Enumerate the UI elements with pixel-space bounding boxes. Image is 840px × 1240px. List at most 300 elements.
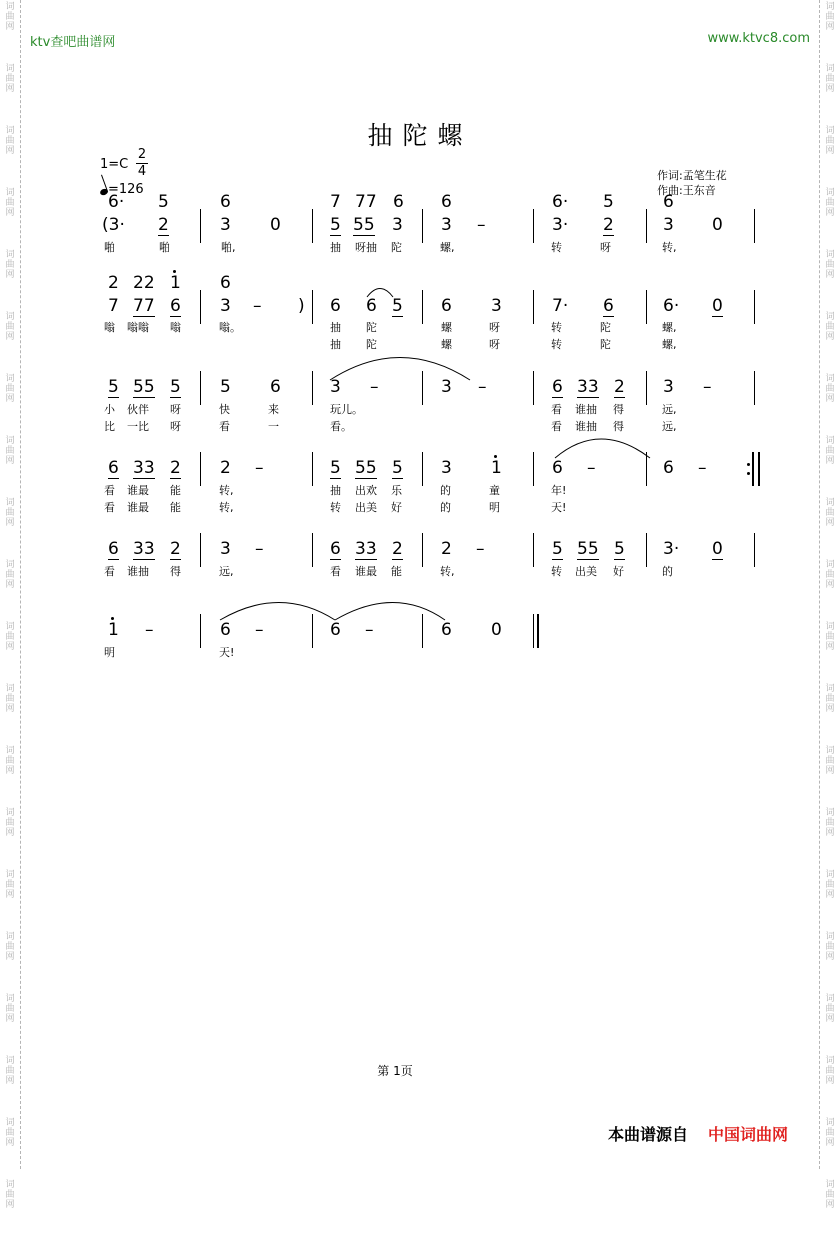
watermark-char: 词 <box>5 1180 15 1190</box>
watermark-char: 曲 <box>825 384 835 394</box>
bar-line <box>646 533 647 567</box>
lyric-syllable: 看 <box>104 484 115 497</box>
score-note: – <box>370 377 379 397</box>
watermark-char: 词 <box>825 622 835 632</box>
score-note: 2 <box>170 539 181 559</box>
time-sig-top: 2 <box>137 147 147 162</box>
bar-line <box>422 533 423 567</box>
watermark-char: 词 <box>5 250 15 260</box>
watermark-char: 网 <box>825 642 835 652</box>
watermark-char: 词 <box>825 436 835 446</box>
lyric-syllable: 谁最 <box>355 565 377 578</box>
watermark-char: 曲 <box>825 446 835 456</box>
score-note: 5 <box>330 215 341 235</box>
score-note: 6 <box>552 377 563 397</box>
lyric-syllable: 明 <box>104 646 115 659</box>
repeat-dot <box>747 463 750 466</box>
watermark-char: 网 <box>5 270 15 280</box>
watermark-char: 曲 <box>5 1190 15 1200</box>
score-note: – <box>253 296 262 316</box>
score-note: 6· <box>552 192 569 212</box>
watermark-char: 曲 <box>825 694 835 704</box>
watermark-char: 曲 <box>5 570 15 580</box>
score-note: 3 <box>663 377 674 397</box>
watermark-char: 曲 <box>825 942 835 952</box>
watermark-char: 网 <box>5 704 15 714</box>
watermark-char: 网 <box>825 1076 835 1086</box>
watermark-char: 曲 <box>5 632 15 642</box>
lyric-syllable: 陀 <box>366 321 377 334</box>
bar-line <box>312 614 313 648</box>
lyric-syllable: 的 <box>662 565 673 578</box>
lyric-syllable: 快 <box>219 403 230 416</box>
lyric-syllable: 谁最 <box>127 501 149 514</box>
bar-line <box>754 371 755 405</box>
score-note: 3 <box>441 377 452 397</box>
watermark-char: 词 <box>5 994 15 1004</box>
score-note: – <box>478 377 487 397</box>
watermark-char: 网 <box>825 766 835 776</box>
bar-line <box>200 290 201 324</box>
lyric-syllable: 转 <box>551 565 562 578</box>
watermark-char: 词 <box>825 126 835 136</box>
score-note: 3 <box>441 458 452 478</box>
watermark-char: 词 <box>5 2 15 12</box>
watermark-char: 网 <box>825 890 835 900</box>
lyric-syllable: 呀 <box>170 403 181 416</box>
score-note: 77 <box>355 192 377 212</box>
lyric-syllable: 出美 <box>355 501 377 514</box>
repeat-bar-line <box>752 452 754 486</box>
watermark-char: 曲 <box>825 12 835 22</box>
score-note: 3 <box>330 377 341 397</box>
score-note: 2 <box>392 539 403 559</box>
lyric-syllable: 天! <box>219 646 235 659</box>
score-note: 3 <box>392 215 403 235</box>
page-number: 第 1页 <box>377 1064 413 1078</box>
lyric-syllable: 明 <box>489 501 500 514</box>
header-site-right[interactable]: www.ktvc8.com <box>707 31 810 46</box>
watermark-char: 曲 <box>825 818 835 828</box>
score-note: 2 <box>108 273 119 293</box>
score-note: ) <box>298 296 305 316</box>
watermark-char: 词 <box>5 312 15 322</box>
score-note: 6 <box>108 458 119 478</box>
bar-line <box>312 452 313 486</box>
watermark-char: 词 <box>825 746 835 756</box>
watermark-char: 网 <box>5 766 15 776</box>
score-note: 3· <box>552 215 569 235</box>
bar-line <box>422 209 423 243</box>
watermark-char: 曲 <box>825 260 835 270</box>
lyric-syllable: 转 <box>551 321 562 334</box>
watermark-char: 曲 <box>825 198 835 208</box>
lyric-syllable: 抽 <box>330 241 341 254</box>
watermark-char: 网 <box>5 146 15 156</box>
watermark-char: 曲 <box>5 446 15 456</box>
bar-line <box>200 533 201 567</box>
watermark-char: 曲 <box>5 74 15 84</box>
watermark-char: 曲 <box>825 1066 835 1076</box>
score-note: 6 <box>330 620 341 640</box>
watermark-char: 网 <box>5 518 15 528</box>
watermark-char: 词 <box>5 498 15 508</box>
watermark-char: 网 <box>5 1076 15 1086</box>
watermark-char: 词 <box>825 498 835 508</box>
watermark-char: 词 <box>5 622 15 632</box>
watermark-char: 词 <box>5 436 15 446</box>
lyric-syllable: 抽 <box>330 338 341 351</box>
watermark-char: 词 <box>825 312 835 322</box>
score-note: 0 <box>491 620 502 640</box>
watermark-char: 词 <box>5 374 15 384</box>
lyric-syllable: 一 <box>268 420 279 433</box>
lyric-syllable: 转 <box>551 338 562 351</box>
score-note: 22 <box>133 273 155 293</box>
lyric-syllable: 玩儿。 <box>330 403 363 416</box>
lyric-syllable: 的 <box>440 484 451 497</box>
score-note: 6 <box>441 296 452 316</box>
score-note: – <box>476 539 485 559</box>
bar-line <box>422 290 423 324</box>
bar-line <box>754 533 755 567</box>
bar-line <box>312 533 313 567</box>
bar-line <box>533 614 534 648</box>
watermark-char: 网 <box>5 1138 15 1148</box>
score-note: 6 <box>663 192 674 212</box>
slur-arc <box>555 439 650 458</box>
bar-line <box>200 209 201 243</box>
watermark-char: 曲 <box>825 1190 835 1200</box>
watermark-char: 网 <box>5 1200 15 1210</box>
watermark-char: 曲 <box>5 198 15 208</box>
watermark-char: 网 <box>825 456 835 466</box>
score-note: 5 <box>170 377 181 397</box>
watermark-char: 网 <box>825 952 835 962</box>
watermark-char: 网 <box>5 580 15 590</box>
lyric-syllable: 一比 <box>127 420 149 433</box>
bar-line <box>312 290 313 324</box>
lyric-syllable: 看 <box>104 501 115 514</box>
lyric-syllable: 远, <box>662 403 677 416</box>
score-note: – <box>365 620 374 640</box>
lyric-syllable: 得 <box>170 565 181 578</box>
watermark-char: 网 <box>825 1200 835 1210</box>
score-note: – <box>255 458 264 478</box>
score-note: 33 <box>133 458 155 478</box>
bar-line <box>754 290 755 324</box>
score-note: – <box>255 539 264 559</box>
final-bar-line <box>537 614 539 648</box>
lyric-syllable: 能 <box>391 565 402 578</box>
watermark-char: 网 <box>5 642 15 652</box>
bar-line <box>646 452 647 486</box>
watermark-char: 词 <box>5 188 15 198</box>
lyric-syllable: 谁最 <box>127 484 149 497</box>
score-note: 5 <box>108 377 119 397</box>
bar-line <box>200 614 201 648</box>
score-note: 7· <box>552 296 569 316</box>
lyric-syllable: 能 <box>170 484 181 497</box>
lyric-syllable: 远, <box>662 420 677 433</box>
score-note: 2 <box>220 458 231 478</box>
watermark-char: 词 <box>5 870 15 880</box>
bar-line <box>533 452 534 486</box>
slur-arc <box>335 603 445 621</box>
watermark-char: 词 <box>5 746 15 756</box>
score-note: 6 <box>366 296 377 316</box>
score-note: 6 <box>330 296 341 316</box>
lyric-syllable: 转, <box>440 565 455 578</box>
score-note: 55 <box>355 458 377 478</box>
score-note: 6 <box>108 539 119 559</box>
lyric-syllable: 乐 <box>391 484 402 497</box>
lyric-syllable: 嗡 <box>104 321 115 334</box>
header-site-left[interactable]: ktv查吧曲谱网 <box>30 35 116 50</box>
watermark-char: 网 <box>825 270 835 280</box>
tempo-value: =126 <box>108 182 144 197</box>
watermark-char: 词 <box>825 870 835 880</box>
watermark-char: 词 <box>825 560 835 570</box>
watermark-char: 词 <box>825 1180 835 1190</box>
lyric-syllable: 得 <box>613 420 624 433</box>
watermark-char: 网 <box>5 22 15 32</box>
bar-line <box>754 209 755 243</box>
key-signature: 1=C <box>100 157 129 172</box>
score-note: 2 <box>170 458 181 478</box>
watermark-char: 网 <box>825 580 835 590</box>
lyric-syllable: 陀 <box>391 241 402 254</box>
score-note: 6 <box>220 620 231 640</box>
score-note: 5 <box>603 192 614 212</box>
lyric-syllable: 小 <box>104 403 115 416</box>
bar-line <box>646 290 647 324</box>
score-note: 3 <box>491 296 502 316</box>
watermark-char: 词 <box>825 250 835 260</box>
score-note: 55 <box>353 215 375 235</box>
bar-line <box>422 452 423 486</box>
watermark-char: 网 <box>825 394 835 404</box>
lyric-syllable: 呀 <box>170 420 181 433</box>
bar-line <box>312 209 313 243</box>
lyric-syllable: 童 <box>489 484 500 497</box>
lyric-syllable: 抽 <box>330 321 341 334</box>
lyric-syllable: 嗡。 <box>219 321 241 334</box>
score-note: 5 <box>158 192 169 212</box>
watermark-char: 曲 <box>5 694 15 704</box>
lyric-syllable: 天! <box>551 501 567 514</box>
score-note: 0 <box>270 215 281 235</box>
composer-credit: 作曲:王东音 <box>657 184 716 197</box>
score-note: 77 <box>133 296 155 316</box>
watermark-char: 词 <box>5 126 15 136</box>
score-note: 33 <box>577 377 599 397</box>
score-note: 3 <box>663 215 674 235</box>
score-note: 6 <box>393 192 404 212</box>
bar-line <box>422 614 423 648</box>
score-note: 6 <box>441 620 452 640</box>
watermark-char: 曲 <box>825 322 835 332</box>
score-note: 6 <box>663 458 674 478</box>
watermark-char: 曲 <box>825 508 835 518</box>
watermark-char: 词 <box>5 684 15 694</box>
lyric-syllable: 抽 <box>330 484 341 497</box>
slur-arc <box>220 603 335 621</box>
watermark-char: 词 <box>825 1118 835 1128</box>
score-note: 3 <box>220 296 231 316</box>
lyric-syllable: 螺 <box>441 321 452 334</box>
score-note: 6 <box>441 192 452 212</box>
lyric-syllable: 转, <box>219 501 234 514</box>
score-note: 0 <box>712 296 723 316</box>
watermark-char: 曲 <box>825 570 835 580</box>
bar-line <box>422 371 423 405</box>
lyric-syllable: 呀 <box>600 241 611 254</box>
watermark-char: 词 <box>5 64 15 74</box>
watermark-char: 词 <box>5 808 15 818</box>
lyric-syllable: 看 <box>219 420 230 433</box>
score-note: 6 <box>220 192 231 212</box>
watermark-char: 网 <box>825 518 835 528</box>
watermark-char: 曲 <box>5 942 15 952</box>
lyric-syllable: 谁抽 <box>127 565 149 578</box>
source-credit <box>608 1122 788 1145</box>
watermark-char: 曲 <box>825 880 835 890</box>
score-note: 6 <box>603 296 614 316</box>
bar-line <box>646 371 647 405</box>
watermark-char: 网 <box>825 208 835 218</box>
watermark-char: 词 <box>5 1056 15 1066</box>
lyric-syllable: 转 <box>330 501 341 514</box>
score-note: 2 <box>614 377 625 397</box>
score-note: 6 <box>270 377 281 397</box>
score-note: 2 <box>441 539 452 559</box>
watermark-char: 曲 <box>5 1066 15 1076</box>
score-note: – <box>587 458 596 478</box>
score-note: 1 <box>170 273 181 293</box>
lyric-syllable: 看 <box>551 403 562 416</box>
lyric-syllable: 转, <box>662 241 677 254</box>
lyric-syllable: 转 <box>551 241 562 254</box>
lyric-syllable: 转, <box>219 484 234 497</box>
score-note: – <box>145 620 154 640</box>
lyric-syllable: 比 <box>104 420 115 433</box>
watermark-char: 词 <box>825 374 835 384</box>
source-site-link[interactable]: 中国词曲网 <box>708 1125 789 1144</box>
watermark-char: 曲 <box>825 74 835 84</box>
lyric-syllable: 能 <box>170 501 181 514</box>
score-note: 2 <box>158 215 169 235</box>
score-note: 7 <box>108 296 119 316</box>
watermark-char: 词 <box>5 560 15 570</box>
lyric-syllable: 出美 <box>575 565 597 578</box>
score-note: – <box>477 215 486 235</box>
watermark-char: 网 <box>825 332 835 342</box>
lyric-syllable: 年! <box>551 484 567 497</box>
watermark-char: 词 <box>825 2 835 12</box>
watermark-char: 曲 <box>825 1128 835 1138</box>
lyric-syllable: 呀抽 <box>355 241 377 254</box>
source-label: 本曲谱源自 <box>608 1125 689 1144</box>
lyric-syllable: 看 <box>104 565 115 578</box>
score-note: 7 <box>330 192 341 212</box>
watermark-char: 网 <box>5 952 15 962</box>
watermark-char: 曲 <box>825 136 835 146</box>
watermark-char: 网 <box>5 208 15 218</box>
watermark-char: 网 <box>5 456 15 466</box>
bar-line <box>200 452 201 486</box>
lyric-syllable: 伙伴 <box>127 403 149 416</box>
watermark-char: 曲 <box>5 136 15 146</box>
watermark-char: 曲 <box>5 508 15 518</box>
watermark-char: 网 <box>5 890 15 900</box>
score-note: 1 <box>491 458 502 478</box>
watermark-char: 曲 <box>5 260 15 270</box>
repeat-bar-line <box>758 452 760 486</box>
lyric-syllable: 螺, <box>440 241 455 254</box>
watermark-char: 词 <box>825 188 835 198</box>
bar-line <box>533 371 534 405</box>
watermark-char: 网 <box>825 1138 835 1148</box>
lyric-syllable: 远, <box>219 565 234 578</box>
watermark-char: 网 <box>5 394 15 404</box>
score-note: 1 <box>108 620 119 640</box>
lyric-syllable: 陀 <box>366 338 377 351</box>
score-note: 5 <box>392 458 403 478</box>
watermark-char: 网 <box>825 84 835 94</box>
watermark-char: 词 <box>825 932 835 942</box>
watermark-char: 曲 <box>5 1128 15 1138</box>
watermark-char: 曲 <box>5 12 15 22</box>
lyric-syllable: 螺, <box>662 321 677 334</box>
score-note: 6 <box>170 296 181 316</box>
score-note: (3· <box>102 215 125 235</box>
watermark-char: 曲 <box>825 756 835 766</box>
watermark-char: 词 <box>5 932 15 942</box>
lyric-syllable: 螺, <box>662 338 677 351</box>
bar-line <box>200 371 201 405</box>
bar-line <box>533 209 534 243</box>
watermark-char: 网 <box>825 828 835 838</box>
score-note: 5 <box>552 539 563 559</box>
score-note: – <box>703 377 712 397</box>
time-sig-bottom: 4 <box>137 164 147 179</box>
score-note: 55 <box>133 377 155 397</box>
watermark-char: 曲 <box>5 756 15 766</box>
score-note: 5 <box>614 539 625 559</box>
score-note: 55 <box>577 539 599 559</box>
score-note: 5 <box>330 458 341 478</box>
score-note: 5 <box>392 296 403 316</box>
score-note: 3· <box>663 539 680 559</box>
lyric-syllable: 来 <box>268 403 279 416</box>
score-note: 6 <box>552 458 563 478</box>
lyric-syllable: 啪 <box>104 241 115 254</box>
watermark-char: 曲 <box>5 322 15 332</box>
score-note: 33 <box>355 539 377 559</box>
lyric-syllable: 好 <box>613 565 624 578</box>
lyric-syllable: 得 <box>613 403 624 416</box>
lyric-syllable: 看 <box>330 565 341 578</box>
lyric-syllable: 出欢 <box>355 484 377 497</box>
watermark-char: 网 <box>825 704 835 714</box>
watermark-char: 曲 <box>825 632 835 642</box>
lyric-syllable: 啪, <box>221 241 236 254</box>
score-note: 0 <box>712 215 723 235</box>
lyric-syllable: 好 <box>391 501 402 514</box>
lyric-syllable: 呀 <box>489 321 500 334</box>
score-note: 33 <box>133 539 155 559</box>
